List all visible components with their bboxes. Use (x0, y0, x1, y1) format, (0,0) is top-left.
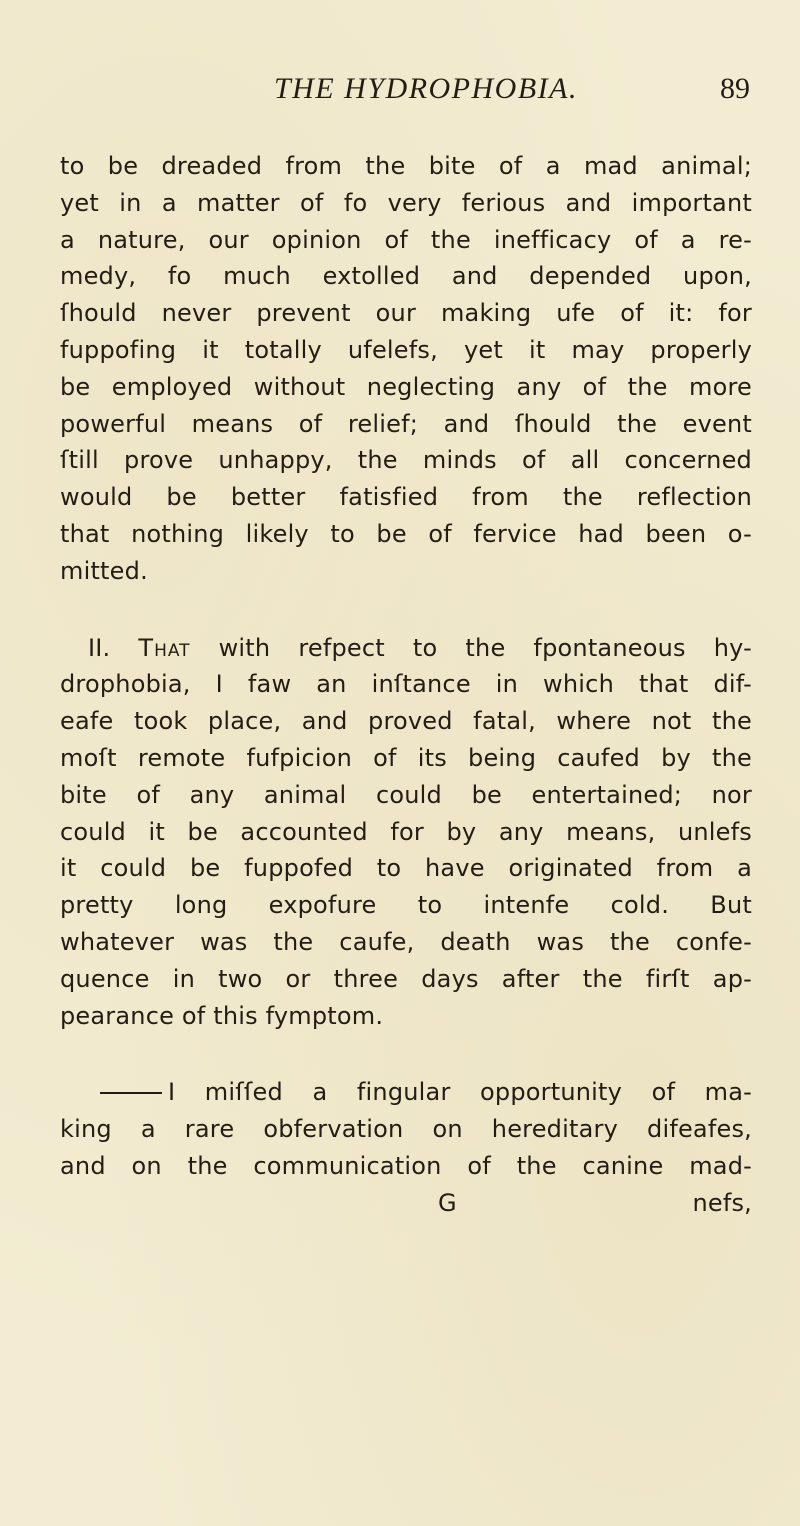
text-line: it could be fuppofed to have originated from a (60, 854, 752, 883)
text-line: mitted. (60, 556, 148, 585)
text-line: pearance of this fymptom. (60, 1001, 384, 1030)
body-text (60, 148, 752, 1222)
text-line: and on the communication of the canine mad- (60, 1151, 752, 1180)
text-line: bite of any animal could be entertained; nor (60, 780, 752, 809)
text-line: eafe took place, and proved fatal, where not the (60, 707, 752, 736)
text-line: whatever was the caufe, death was the confe- (60, 927, 752, 956)
text-line: could it be accounted for by any means, unlefs (60, 817, 752, 846)
text-line (60, 630, 752, 667)
text-line: king a rare obfervation on hereditary difeafes, (60, 1115, 752, 1144)
em-dash-rule (100, 1092, 162, 1094)
text-line: would be better fatisfied from the reflection (60, 483, 752, 512)
lead-word: That (138, 633, 191, 662)
text-line: fuppofing it totally ufelefs, yet it may properly (60, 335, 752, 364)
text-line: yet in a matter of fo very ferious and important (60, 188, 752, 217)
paragraph-1 (60, 148, 752, 590)
running-head (60, 72, 750, 112)
text-line: to be dreaded from the bite of a mad animal; (60, 152, 752, 180)
line-rest: with refpect to the fpontaneous hy- (218, 633, 752, 662)
text-line: quence in two or three days after the firſt ap- (60, 964, 752, 993)
line-rest: I miſſed a fingular opportunity of ma- (168, 1078, 752, 1107)
text-line: moſt remote fufpicion of its being caufed by the (60, 743, 752, 772)
text-line: a nature, our opinion of the inefficacy of a re- (60, 225, 752, 254)
text-line: that nothing likely to be of fervice had been o- (60, 519, 752, 548)
page-number: 89 (720, 72, 750, 105)
text-line: powerful means of relief; and ſhould the event (60, 409, 752, 438)
text-line: pretty long expofure to intenfe cold. But (60, 891, 752, 920)
text-line: ſhould never prevent our making ufe of it: for (60, 299, 752, 328)
running-title: THE HYDROPHOBIA. (274, 72, 578, 105)
text-line: be employed without neglecting any of the more (60, 372, 752, 401)
paragraph-3 (60, 1074, 752, 1184)
paragraph-2 (60, 630, 752, 1035)
page-footer (60, 1185, 752, 1222)
text-line: medy, fo much extolled and depended upon, (60, 262, 752, 291)
signature-mark: G (438, 1188, 457, 1217)
text-line (60, 1074, 752, 1111)
text-line: drophobia, I faw an inſtance in which that dif- (60, 670, 752, 699)
catchword: nefs, (692, 1188, 752, 1217)
text-line: ſtill prove unhappy, the minds of all concerned (60, 446, 752, 475)
section-number: II. (88, 633, 111, 662)
